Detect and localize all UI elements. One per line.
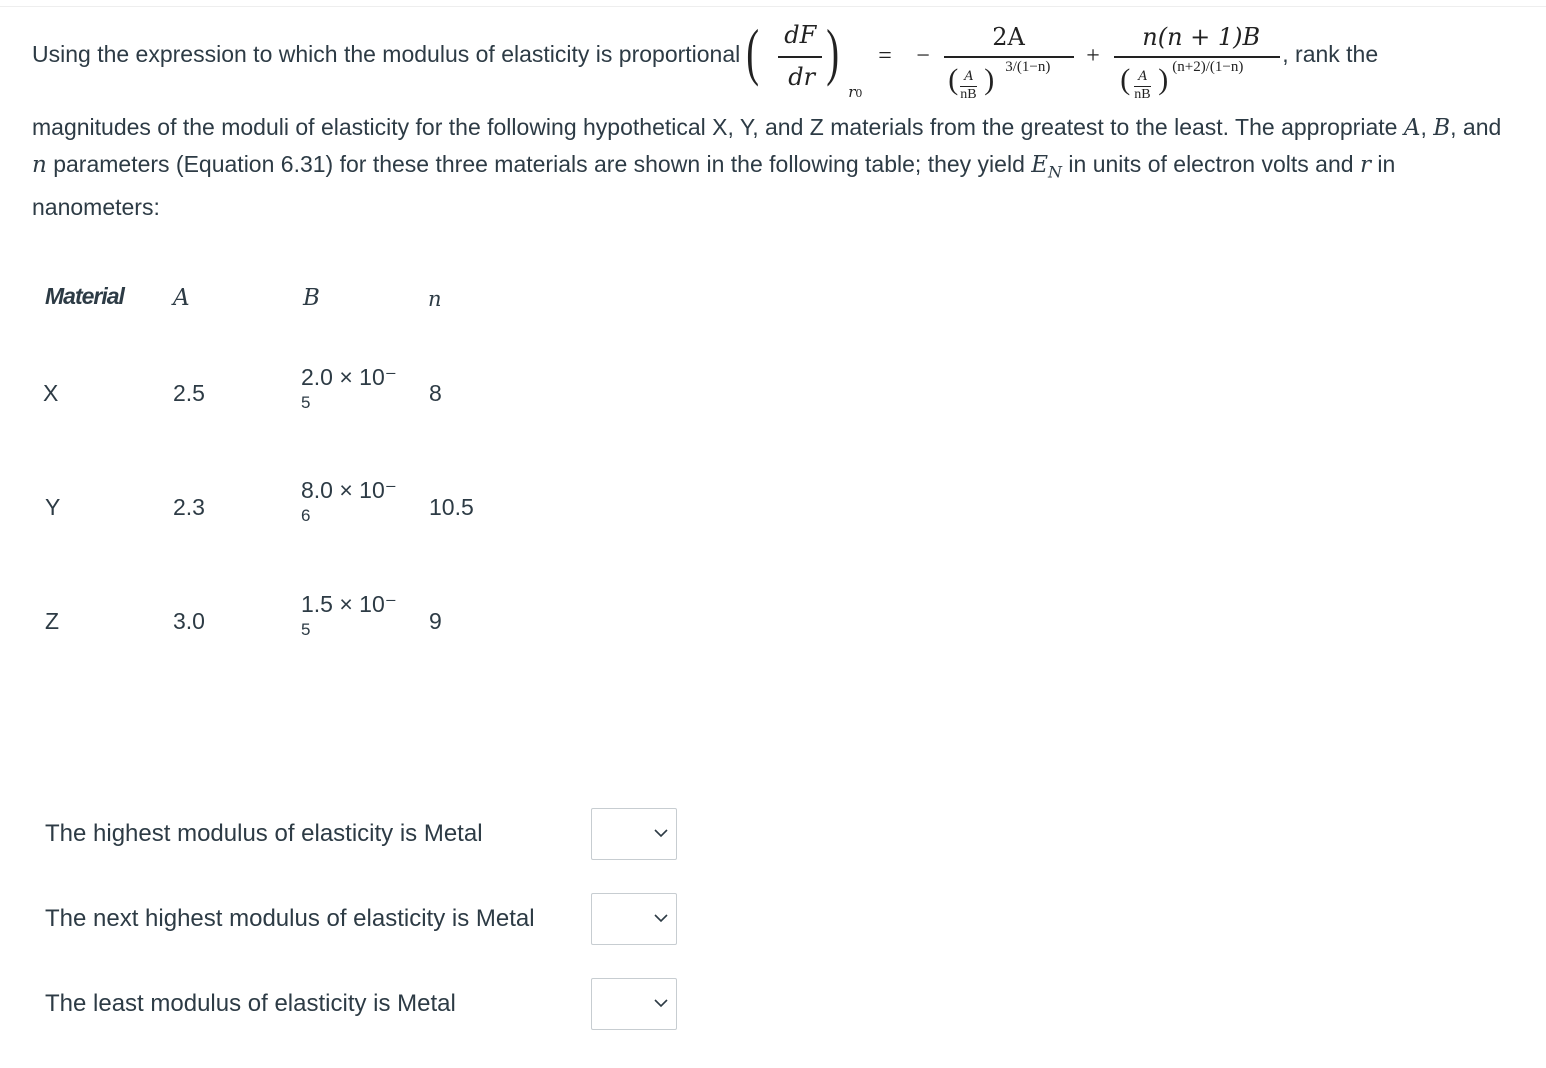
next-highest-material-select[interactable]	[591, 893, 677, 945]
table-header: n	[428, 287, 442, 311]
question-first-line	[32, 18, 1542, 110]
formula-text: +	[1086, 43, 1100, 69]
table-cell: 2.3	[173, 494, 205, 520]
answer-label-least: The least modulus of elasticity is Metal	[45, 990, 456, 1017]
formula-text: 2A	[992, 23, 1025, 51]
formula-text: n(n + 1)B	[1142, 23, 1261, 51]
least-material-select[interactable]	[591, 978, 677, 1030]
formula-text: 0	[855, 87, 863, 100]
table-cell: Z	[45, 608, 60, 634]
formula-text: (n+2)/(1−n)	[1172, 59, 1244, 75]
table-cell: 2.5	[173, 380, 205, 406]
table-header: Material	[45, 283, 124, 309]
formula-text: nB	[1134, 87, 1151, 102]
table-cell: Y	[45, 494, 61, 520]
formula-text: A	[1138, 69, 1148, 84]
chevron-down-icon	[654, 828, 668, 838]
formula-text: dr	[788, 63, 816, 91]
formula-text: −	[916, 43, 930, 69]
table-header: B	[303, 285, 320, 311]
question-intro-end: , rank the	[1282, 40, 1379, 67]
table-cell: 8	[429, 380, 442, 406]
formula-text: =	[878, 43, 892, 69]
chevron-down-icon	[654, 913, 668, 923]
formula-text: A	[964, 69, 974, 84]
divider	[0, 6, 1546, 7]
question-body: magnitudes of the moduli of elasticity for the following hypothetical X, Y, and Z materials from the greatest to the least. The appropriate A, B, and n parameters (Equation 6.31) for these three materials are shown in the following table; they yield $E_N$ in units of electron volts and r in nanometers:	[32, 114, 1502, 220]
chevron-down-icon	[654, 998, 668, 1008]
question-intro: Using the expression to which the modulus of elasticity is proportional	[32, 40, 741, 67]
formula-text: 3/(1−n)	[1005, 59, 1051, 75]
answer-label-highest: The highest modulus of elasticity is Metal	[45, 820, 483, 847]
formula-text: dF	[784, 21, 817, 49]
formula-text: nB	[960, 87, 977, 102]
highest-material-select[interactable]	[591, 808, 677, 860]
table-cell: 2.0 × 10⁻ 5	[301, 364, 397, 412]
table-cell: 3.0	[173, 608, 205, 634]
table-cell: 9	[429, 608, 442, 634]
formula: ( dF dr ) r0 = − 2A ( A nB ) 3/(1−n) + n(n + 1)B ( A nB ) (n+2)/(1−n)	[750, 19, 1282, 109]
table-header: A	[173, 285, 190, 311]
table-cell: X	[43, 380, 59, 406]
table-cell: 1.5 × 10⁻ 5	[301, 591, 397, 639]
formula-text: r	[848, 83, 856, 101]
answer-label-next: The next highest modulus of elasticity is Metal	[45, 905, 535, 932]
table-cell: 8.0 × 10⁻ 6	[301, 477, 397, 525]
table-cell: 10.5	[429, 494, 474, 520]
